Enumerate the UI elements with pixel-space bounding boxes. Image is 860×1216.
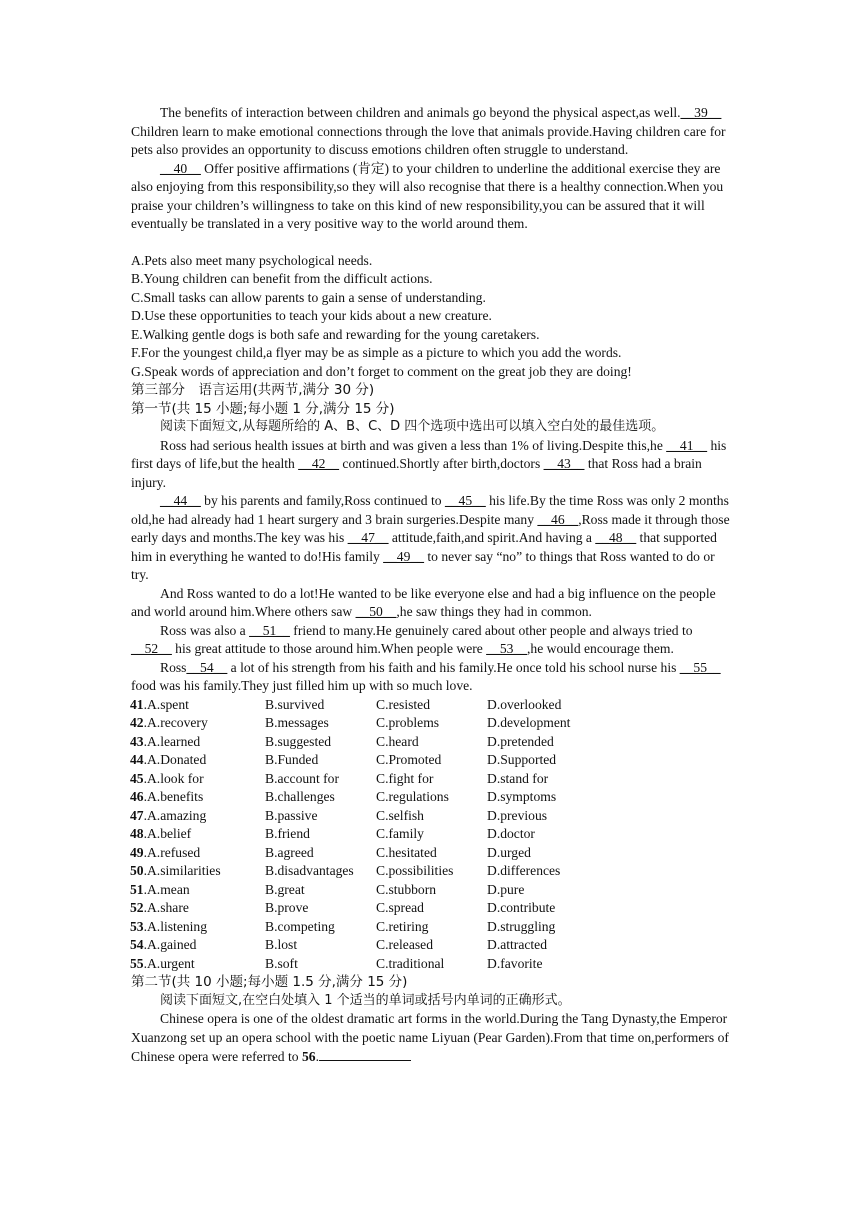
text-run: Ross had serious health issues at birth and was given a less than 1% of living.Despite this,he: [160, 437, 667, 453]
option-a-cell: [130, 862, 265, 881]
option-text: D.struggling: [487, 918, 556, 934]
option-text: B.lost: [265, 937, 298, 952]
question-row: [130, 899, 570, 918]
option-b-cell: [265, 955, 376, 974]
question-number: 42: [130, 715, 144, 730]
option-text: C.fight for: [376, 770, 434, 786]
option-a-cell: [130, 714, 265, 733]
option-c-cell: [376, 788, 487, 807]
option-text: B.survived: [265, 696, 325, 712]
blank-52: __52__: [131, 641, 172, 656]
option-b-cell: [265, 788, 376, 807]
option-d-cell: [487, 751, 570, 770]
question-number: 47: [130, 807, 144, 823]
question-number: 51: [130, 881, 144, 897]
option-text: D.development: [487, 715, 571, 730]
option-text: D.stand for: [487, 770, 549, 786]
option-d-cell: [487, 770, 570, 789]
option-text: C.selfish: [376, 807, 424, 823]
question-row: [130, 714, 570, 733]
option-text: C.Promoted: [376, 752, 442, 767]
option-text: C.resisted: [376, 696, 430, 712]
option-text: D.differences: [487, 863, 561, 878]
question-number: 54: [130, 937, 144, 952]
option-text: B.soft: [265, 955, 298, 971]
question-number: 48: [130, 826, 144, 841]
option-c-cell: [376, 714, 487, 733]
blank-51: __51__: [249, 622, 290, 638]
option-text: C.spread: [376, 900, 424, 915]
option-e: E.Walking gentle dogs is both safe and rewarding for the young caretakers.: [131, 326, 540, 342]
option-text: C.hesitated: [376, 844, 437, 860]
option-text: B.account for: [265, 770, 339, 786]
option-a-cell: [130, 788, 265, 807]
blank-40: __40__: [160, 160, 201, 176]
option-d-cell: [487, 696, 570, 715]
answer-blank-56: [319, 1047, 411, 1061]
option-text: D.overlooked: [487, 696, 562, 712]
option-c-cell: [376, 862, 487, 881]
question-number: 44: [130, 752, 144, 767]
option-text: .A.listening: [143, 918, 208, 934]
option-text: C.family: [376, 826, 424, 841]
blank-45: __45__: [444, 493, 486, 508]
option-text: D.contribute: [487, 900, 556, 915]
text-run: his great attitude to those around him.When people were: [171, 641, 487, 656]
question-number-56: 56: [301, 1049, 316, 1064]
question-number: 50: [130, 863, 144, 878]
text-run: And Ross wanted to do a lot!He wanted to be like everyone else and had a big influence on the people and world around him.Where others saw: [131, 585, 716, 619]
option-text: C.released: [376, 937, 433, 952]
option-text: .A.amazing: [143, 807, 207, 823]
spacer: [131, 234, 731, 252]
option-text: .A.refused: [143, 844, 201, 860]
section2-heading: 第二节(共 10 小题;每小题 1.5 分,满分 15 分): [131, 974, 408, 990]
option-d-cell: [487, 825, 570, 844]
question-row: [130, 770, 570, 789]
option-text: .A.spent: [143, 696, 189, 712]
option-text: D.pretended: [487, 733, 554, 749]
question-row: [130, 733, 570, 752]
blank-48: __48__: [595, 530, 637, 545]
question-row: [130, 881, 570, 900]
option-text: B.passive: [265, 807, 318, 823]
option-b-cell: [265, 899, 376, 918]
option-text: C.possibilities: [376, 863, 454, 878]
option-c-cell: [376, 751, 487, 770]
option-text: D.favorite: [487, 955, 543, 971]
text-run: .: [315, 1049, 319, 1064]
option-c: C.Small tasks can allow parents to gain a sense of understanding.: [131, 289, 486, 305]
cloze-paragraph: [131, 622, 731, 659]
text-run: his first days of life,but the health: [131, 437, 727, 471]
text-run: continued.Shortly after birth,doctors: [339, 456, 544, 471]
option-d-cell: [487, 918, 570, 937]
option-a: A.Pets also meet many psychological needs.: [131, 252, 373, 268]
option-c-cell: [376, 770, 487, 789]
option-d-cell: [487, 955, 570, 974]
option-text: .A.look for: [143, 770, 204, 786]
question-row: [130, 751, 570, 770]
option-text: .A.recovery: [143, 715, 208, 730]
question-number: 55: [130, 955, 144, 971]
option-text: D.pure: [487, 881, 525, 897]
text-run: by his parents and family,Ross continued to: [200, 493, 445, 508]
option-a-cell: [130, 733, 265, 752]
option-text: .A.belief: [143, 826, 192, 841]
option-d-cell: [487, 714, 570, 733]
section1-heading: 第一节(共 15 小题;每小题 1 分,满分 15 分): [131, 400, 395, 417]
question-number: 46: [130, 789, 144, 804]
text-run: The benefits of interaction between children and animals go beyond the physical aspect,as well.: [160, 105, 681, 120]
option-text: .A.share: [143, 900, 189, 915]
option-text: B.friend: [265, 826, 310, 841]
option-text: C.problems: [376, 715, 440, 730]
option-b-cell: [265, 862, 376, 881]
option-a-cell: [130, 807, 265, 826]
option-d-cell: [487, 807, 570, 826]
option-text: D.urged: [487, 844, 531, 860]
option-b-cell: [265, 881, 376, 900]
option-d-cell: [487, 881, 570, 900]
option-c-cell: [376, 899, 487, 918]
seven-choose-five-options: [131, 252, 731, 382]
document-page: [131, 104, 731, 1067]
option-a-cell: [130, 696, 265, 715]
text-run: Children learn to make emotional connections through the love that animals provide.Having children care for pets also provides an opportunity to discuss emotions children often struggle to understand.: [131, 123, 726, 157]
text-run: his life.By the time Ross was only 2 months old,he had already had 1 heart surgery and 3 brain surgeries.Despite many: [131, 493, 729, 527]
option-text: C.regulations: [376, 789, 449, 804]
option-text: C.stubborn: [376, 881, 437, 897]
text-run: Ross: [160, 659, 187, 675]
option-text: D.previous: [487, 807, 548, 823]
question-number: 43: [130, 733, 144, 749]
question-row: [130, 844, 570, 863]
blank-42: __42__: [298, 456, 340, 471]
option-b-cell: [265, 751, 376, 770]
question-row: [130, 936, 570, 955]
option-text: C.traditional: [376, 955, 445, 971]
cloze-paragraph: [131, 585, 731, 622]
option-text: D.doctor: [487, 826, 535, 841]
option-text: D.symptoms: [487, 789, 557, 804]
option-text: B.competing: [265, 918, 335, 934]
text-run: ,he would encourage them.: [527, 641, 674, 656]
option-d: D.Use these opportunities to teach your kids about a new creature.: [131, 308, 492, 323]
option-g: G.Speak words of appreciation and don’t forget to comment on the great job they are doing!: [131, 363, 632, 379]
option-d-cell: [487, 862, 570, 881]
blank-46: __46__: [537, 511, 579, 527]
part3-heading: 第三部分 语言运用(共两节,满分 30 分): [131, 382, 375, 398]
option-c-cell: [376, 881, 487, 900]
option-a-cell: [130, 899, 265, 918]
option-b-cell: [265, 733, 376, 752]
question-row: [130, 696, 570, 715]
question-row: [130, 807, 570, 826]
option-text: B.suggested: [265, 733, 332, 749]
option-text: B.messages: [265, 715, 329, 730]
option-text: B.great: [265, 881, 305, 897]
text-run: ,he saw things they had in common.: [396, 604, 592, 619]
option-text: .A.mean: [143, 881, 190, 897]
option-b-cell: [265, 936, 376, 955]
option-c-cell: [376, 955, 487, 974]
option-c-cell: [376, 936, 487, 955]
question-number: 52: [130, 900, 144, 915]
option-b-cell: [265, 844, 376, 863]
text-run: ,Ross made it through those early days and months.The key was his: [131, 511, 730, 545]
option-f: F.For the youngest child,a flyer may be as simple as a picture to which you add the words.: [131, 345, 622, 360]
option-b-cell: [265, 696, 376, 715]
option-c-cell: [376, 825, 487, 844]
cloze-paragraph: [131, 437, 731, 493]
option-text: .A.benefits: [143, 789, 204, 804]
passage-paragraph: [131, 104, 731, 160]
option-text: .A.urgent: [143, 955, 195, 971]
question-number: 49: [130, 844, 144, 860]
option-a-cell: [130, 844, 265, 863]
question-row: [130, 788, 570, 807]
text-run: Offer positive affirmations (肯定) to your children to underline the additional exercise they are also enjoying from this responsibility,so they will also recognise that there is a healthy connection.When you praise your children’s willingness to take on this kind of new responsibility,you can be assured that it will eventually be translated in a very positive way to the world around them.: [131, 160, 724, 231]
option-b-cell: [265, 714, 376, 733]
section1-instruction: 阅读下面短文,从每题所给的 A、B、C、D 四个选项中选出可以填入空白处的最佳选项。: [160, 419, 665, 434]
option-text: B.agreed: [265, 844, 314, 860]
blank-53: __53__: [486, 641, 528, 656]
option-a-cell: [130, 918, 265, 937]
question-row: [130, 825, 570, 844]
option-text: D.attracted: [487, 937, 548, 952]
option-d-cell: [487, 899, 570, 918]
question-row: [130, 955, 570, 974]
option-c-cell: [376, 807, 487, 826]
passage-paragraph: [131, 160, 731, 234]
option-text: C.retiring: [376, 918, 429, 934]
blank-50: __50__: [355, 604, 397, 619]
question-number: 45: [130, 770, 144, 786]
option-d-cell: [487, 844, 570, 863]
option-d-cell: [487, 733, 570, 752]
option-text: B.prove: [265, 900, 309, 915]
option-text: B.disadvantages: [265, 863, 354, 878]
option-b-cell: [265, 807, 376, 826]
text-run: food was his family.They just filled him up with so much love.: [131, 678, 473, 693]
option-text: B.challenges: [265, 789, 335, 804]
blank-54: __54__: [186, 659, 228, 675]
text-run: friend to many.He genuinely cared about other people and always tried to: [289, 622, 693, 638]
text-run: Ross was also a: [160, 622, 250, 638]
option-text: .A.gained: [143, 937, 197, 952]
question-number: 41: [130, 696, 144, 712]
option-b-cell: [265, 770, 376, 789]
option-d-cell: [487, 788, 570, 807]
option-a-cell: [130, 770, 265, 789]
blank-55: __55__: [679, 659, 721, 675]
blank-43: __43__: [543, 456, 585, 471]
option-b-cell: [265, 825, 376, 844]
option-text: C.heard: [376, 733, 419, 749]
blank-44: __44__: [160, 493, 201, 508]
option-text: .A.similarities: [143, 863, 221, 878]
option-d-cell: [487, 936, 570, 955]
section2-instruction: 阅读下面短文,在空白处填入 1 个适当的单词或括号内单词的正确形式。: [160, 992, 571, 1008]
option-text: D.Supported: [487, 752, 557, 767]
text-run: attitude,faith,and spirit.And having a: [388, 530, 596, 545]
question-number: 53: [130, 918, 144, 934]
option-a-cell: [130, 936, 265, 955]
option-a-cell: [130, 881, 265, 900]
text-run: a lot of his strength from his faith and his family.He once told his school nurse his: [227, 659, 680, 675]
option-b: B.Young children can benefit from the difficult actions.: [131, 271, 433, 286]
cloze-paragraph: [131, 659, 731, 696]
text-run: that Ross had a brain injury.: [131, 456, 702, 490]
option-text: .A.learned: [143, 733, 201, 749]
option-b-cell: [265, 918, 376, 937]
option-a-cell: [130, 825, 265, 844]
option-c-cell: [376, 696, 487, 715]
text-run: that supported him in everything he wanted to do!His family: [131, 530, 717, 564]
blank-41: __41__: [666, 437, 708, 453]
text-run: Chinese opera is one of the oldest dramatic art forms in the world.During the Tang Dynasty,the Emperor Xuanzong set up an opera school with the poetic name Liyuan (Pear Garden).From that time on,performers of Chinese opera were referred to: [131, 1011, 729, 1064]
blank-47: __47__: [347, 530, 389, 545]
question-row: [130, 918, 570, 937]
option-a-cell: [130, 955, 265, 974]
grammar-paragraph: [131, 1010, 731, 1067]
cloze-passage: [131, 437, 731, 696]
option-a-cell: [130, 751, 265, 770]
option-c-cell: [376, 918, 487, 937]
blank-39: __39__: [680, 105, 722, 120]
text-run: to never say “no” to things that Ross wanted to do or try.: [131, 548, 715, 582]
option-text: .A.Donated: [143, 752, 207, 767]
cloze-paragraph: [131, 492, 731, 585]
option-c-cell: [376, 844, 487, 863]
option-text: B.Funded: [265, 752, 319, 767]
blank-49: __49__: [383, 548, 424, 564]
option-c-cell: [376, 733, 487, 752]
question-row: [130, 862, 570, 881]
question-options-table: [130, 696, 570, 974]
